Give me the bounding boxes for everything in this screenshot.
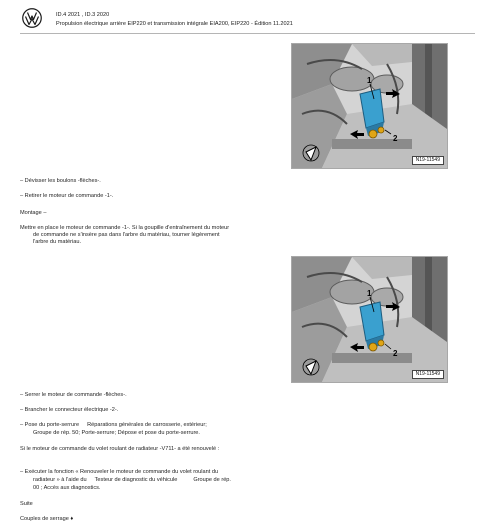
vw-logo-icon bbox=[22, 8, 42, 28]
figure-code: N19-11549 bbox=[412, 156, 444, 165]
exec-text: radiateur » à l'aide du bbox=[33, 477, 87, 483]
repair-group-link[interactable]: Groupe de rép. bbox=[193, 477, 231, 483]
callout-2: 2 bbox=[393, 134, 398, 143]
suite-label: Suite bbox=[20, 501, 33, 507]
lock-carrier-ref-2[interactable]: Groupe de rép. 50; Porte-serrure; Dépose et pose du porte-serrure. bbox=[33, 430, 200, 436]
montage-heading: Montage – bbox=[20, 210, 47, 216]
engine-bay-illustration-2 bbox=[292, 257, 447, 382]
callout-2: 2 bbox=[393, 349, 398, 358]
torque-heading: Couples de serrage ♦ bbox=[20, 516, 74, 522]
install-line-1: Mettre en place le moteur de commande -1-. Si la goupille d'entraînement du moteur bbox=[20, 225, 230, 231]
figure-actuator-install bbox=[291, 256, 448, 383]
install-line-3: l'arbre du matériau. bbox=[33, 239, 82, 245]
step-tighten: – Serrer le moteur de commande -flèches-. bbox=[20, 392, 127, 398]
exec-line-2 bbox=[20, 477, 231, 484]
lock-carrier-ref-link[interactable]: Réparations générales de carrosserie, extérieur; bbox=[87, 422, 207, 428]
callout-1: 1 bbox=[367, 289, 372, 298]
exec-line-3[interactable]: 00 ; Accès aux diagnostics. bbox=[33, 485, 101, 491]
step-remove: – Retirer le moteur de commande -1-. bbox=[20, 193, 114, 199]
figure-actuator-removal bbox=[291, 43, 448, 169]
figure-code: N19-11549 bbox=[412, 370, 444, 379]
condition-text: Si le moteur de commande du volet roulant de radiateur -V711- a été renouvelé : bbox=[20, 446, 220, 452]
exec-line-1: – Exécuter la fonction « Renouveler le moteur de commande du volet roulant du bbox=[20, 469, 219, 475]
callout-1: 1 bbox=[367, 76, 372, 85]
step-connect: – Brancher le connecteur électrique -2-. bbox=[20, 407, 119, 413]
install-line-2: de commande ne s'insère pas dans l'arbre du matériau, tourner légèrement bbox=[33, 232, 220, 238]
engine-bay-illustration bbox=[292, 44, 447, 168]
lock-carrier-step bbox=[20, 422, 207, 429]
step-unscrew: – Dévisser les boulons -flèches-. bbox=[20, 178, 101, 184]
diagnostic-tester-link[interactable]: Testeur de diagnostic du véhicule bbox=[94, 477, 178, 483]
header-models: ID.4 2021 , ID.3 2020 bbox=[56, 12, 110, 18]
lock-carrier-label: – Pose du porte-serrure bbox=[20, 422, 80, 428]
header-divider bbox=[20, 33, 475, 34]
header-subtitle: Propulsion électrique arrière EIP220 et transmission intégrale EIA200, EIP220 - Édition 11.2021 bbox=[56, 21, 293, 27]
